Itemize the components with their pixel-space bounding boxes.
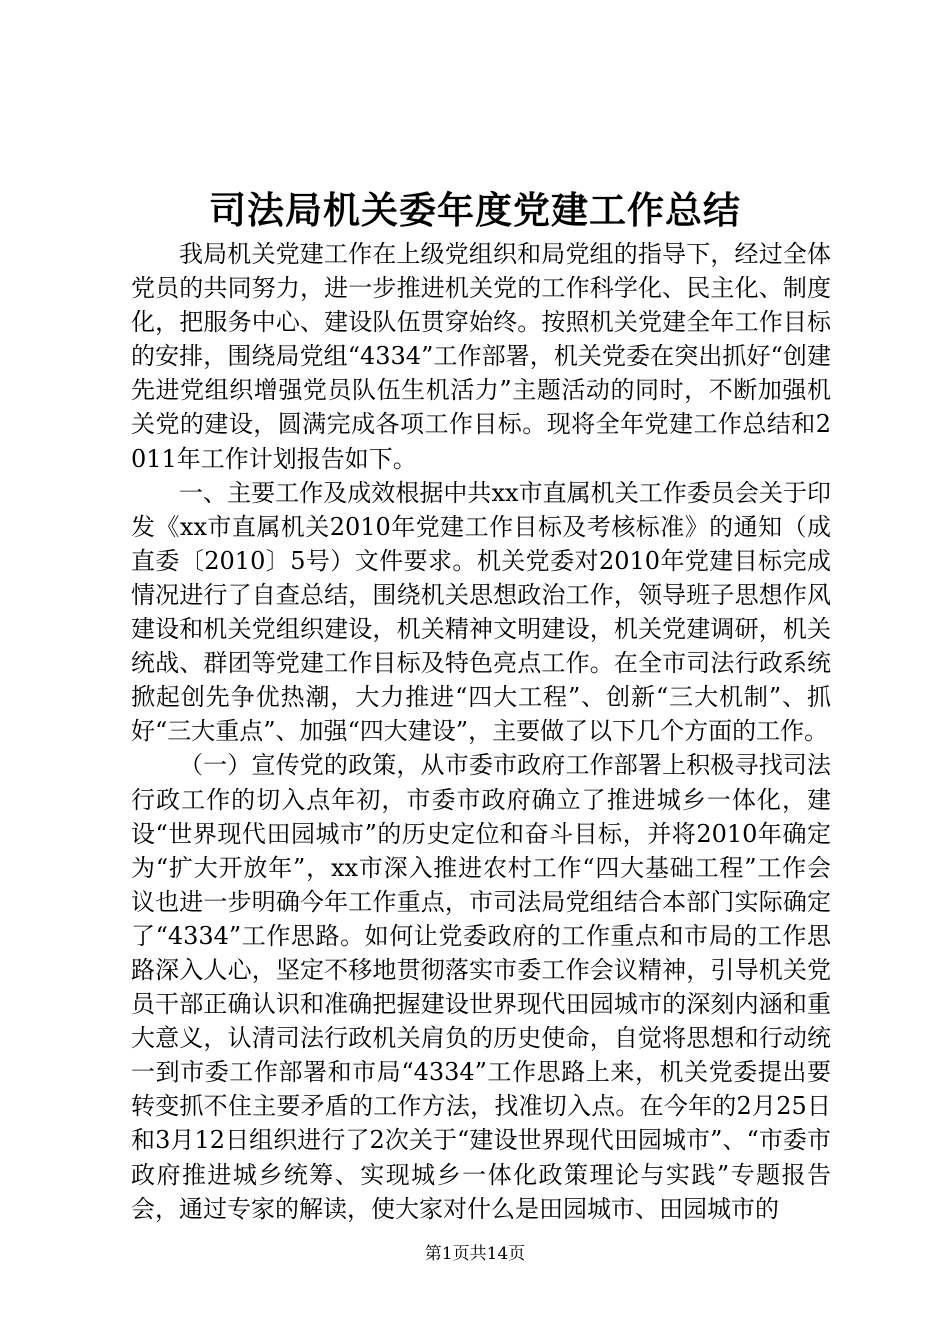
paragraph-section-one: 一、主要工作及成效根据中共xx市直属机关工作委员会关于印发《xx市直属机关2010年党建工作目标及考核标准》的通知（成直委〔2010〕5号）文件要求。机关党委对2010年党建目标完成情况进行了自查总结，围绕机关思想政治工作，领导班子思想作风建设和机关党组织建设，机关精神文明建设，机关党建调研，机关统战、群团等党建工作目标及特色亮点工作。在全市司法行政系统掀起创先争优热潮，大力推进“四大工程”、创新“三大机制”、抓好“三大重点”、加强“四大建设”，主要做了以下几个方面的工作。 xyxy=(131,478,831,746)
page-footer xyxy=(0,1242,950,1266)
paragraph-subsection-one: （一）宣传党的政策，从市委市政府工作部署上积极寻找司法行政工作的切入点年初，市委市政府确立了推进城乡一体化，建设“世界现代田园城市”的历史定位和奋斗目标，并将2010年确定为“扩大开放年”，xx市深入推进农村工作“四大基础工程”工作会议也进一步明确今年工作重点，市司法局党组结合本部门实际确定了“4334”工作思路。如何让党委政府的工作重点和市局的工作思路深入人心，坚定不移地贯彻落实市委工作会议精神，引导机关党员干部正确认识和准确把握建设世界现代田园城市的深刻内涵和重大意义，认清司法行政机关肩负的历史使命，自觉将思想和行动统一到市委工作部署和市局“4334”工作思路上来，机关党委提出要转变抓不住主要矛盾的工作方法，找准切入点。在今年的2月25日和3月12日组织进行了2次关于“建设世界现代田园城市”、“市委市政府推进城乡统筹、实现城乡一体化政策理论与实践”专题报告会，通过专家的解读，使大家对什么是田园城市、田园城市的 xyxy=(131,751,831,1223)
document-title: 司法局机关委年度党建工作总结 xyxy=(209,188,741,232)
page-number-current: 第1页 xyxy=(424,1244,470,1264)
page-number-total: 共14页 xyxy=(469,1244,526,1264)
document-body xyxy=(131,237,831,1226)
paragraph-intro: 我局机关党建工作在上级党组织和局党组的指导下，经过全体党员的共同努力，进一步推进机关党的工作科学化、民主化、制度化，把服务中心、建设队伍贯穿始终。按照机关党建全年工作目标的安排，围绕局党组“4334”工作部署，机关党委在突出抓好“创建先进党组织增强党员队伍生机活力”主题活动的同时，不断加强机关党的建设，圆满完成各项工作目标。现将全年党建工作总结和2011年工作计划报告如下。 xyxy=(131,240,831,473)
